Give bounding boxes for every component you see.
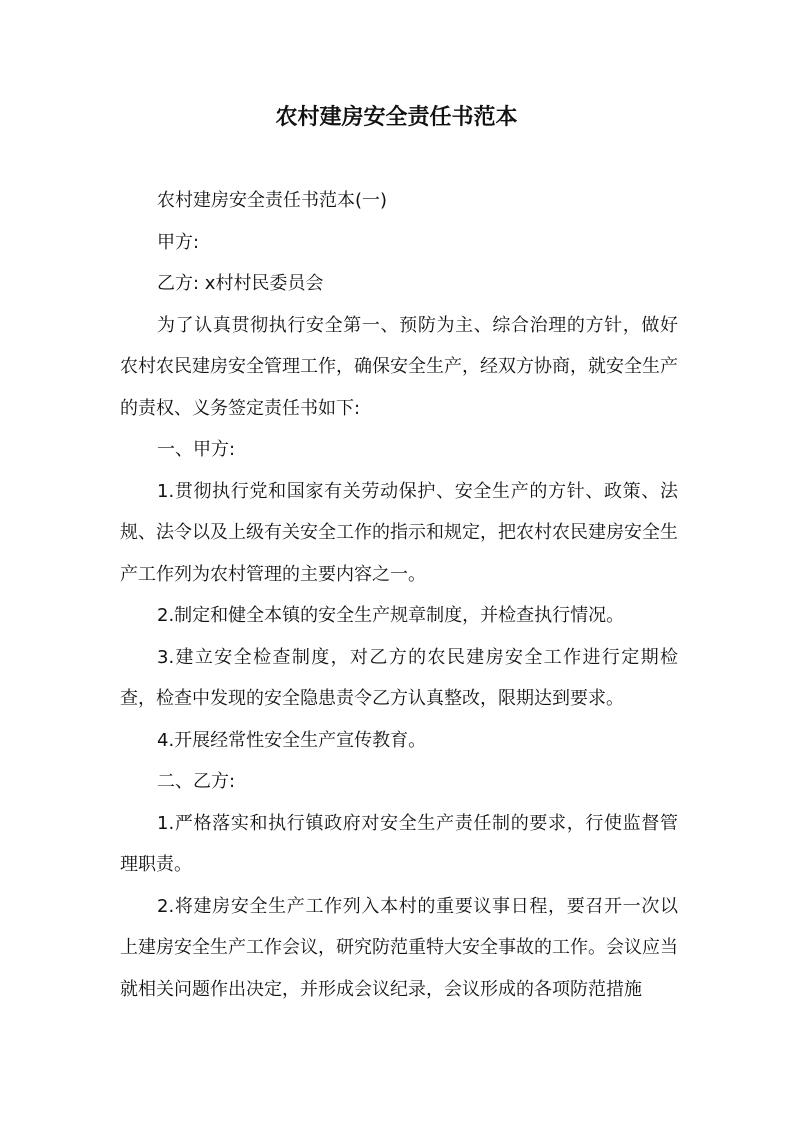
document-body — [120, 180, 678, 1010]
paragraph-a-item-1: 1.贯彻执行党和国家有关劳动保护、安全生产的方针、政策、法规、法令以及上级有关安全工作的指示和规定，把农村农民建房安全生产工作列为农村管理的主要内容之一。 — [120, 480, 678, 585]
paragraph-a-item-3: 3.建立安全检查制度，对乙方的农民建房安全工作进行定期检查，检查中发现的安全隐患责令乙方认真整改，限期达到要求。 — [120, 646, 678, 709]
document-title: 农村建房安全责任书范本 — [275, 105, 518, 130]
paragraph-preamble: 为了认真贯彻执行安全第一、预防为主、综合治理的方针，做好农村农民建房安全管理工作，确保安全生产，经双方协商，就安全生产的责权、义务签定责任书如下: — [120, 314, 678, 419]
paragraph-b-item-1: 1.严格落实和执行镇政府对安全生产责任制的要求，行使监督管理职责。 — [120, 812, 678, 875]
section-heading-party-b: 二、乙方: — [157, 771, 236, 792]
paragraph-b-item-2: 2.将建房安全生产工作列入本村的重要议事日程，要召开一次以上建房安全生产工作会议，研究防范重特大安全事故的工作。会议应当就相关问题作出决定，并形成会议纪录，会议形成的各项防范措施 — [120, 895, 678, 1000]
section-heading-party-a: 一、甲方: — [157, 439, 236, 460]
paragraph-a-item-2: 2.制定和健全本镇的安全生产规章制度，并检查执行情况。 — [157, 605, 625, 626]
paragraph-party-b: 乙方: x村村民委员会 — [157, 273, 324, 294]
paragraph-party-a: 甲方: — [157, 231, 200, 253]
paragraph-subtitle: 农村建房安全责任书范本(一) — [157, 190, 388, 211]
paragraph-a-item-4: 4.开展经常性安全生产宣传教育。 — [157, 729, 427, 751]
